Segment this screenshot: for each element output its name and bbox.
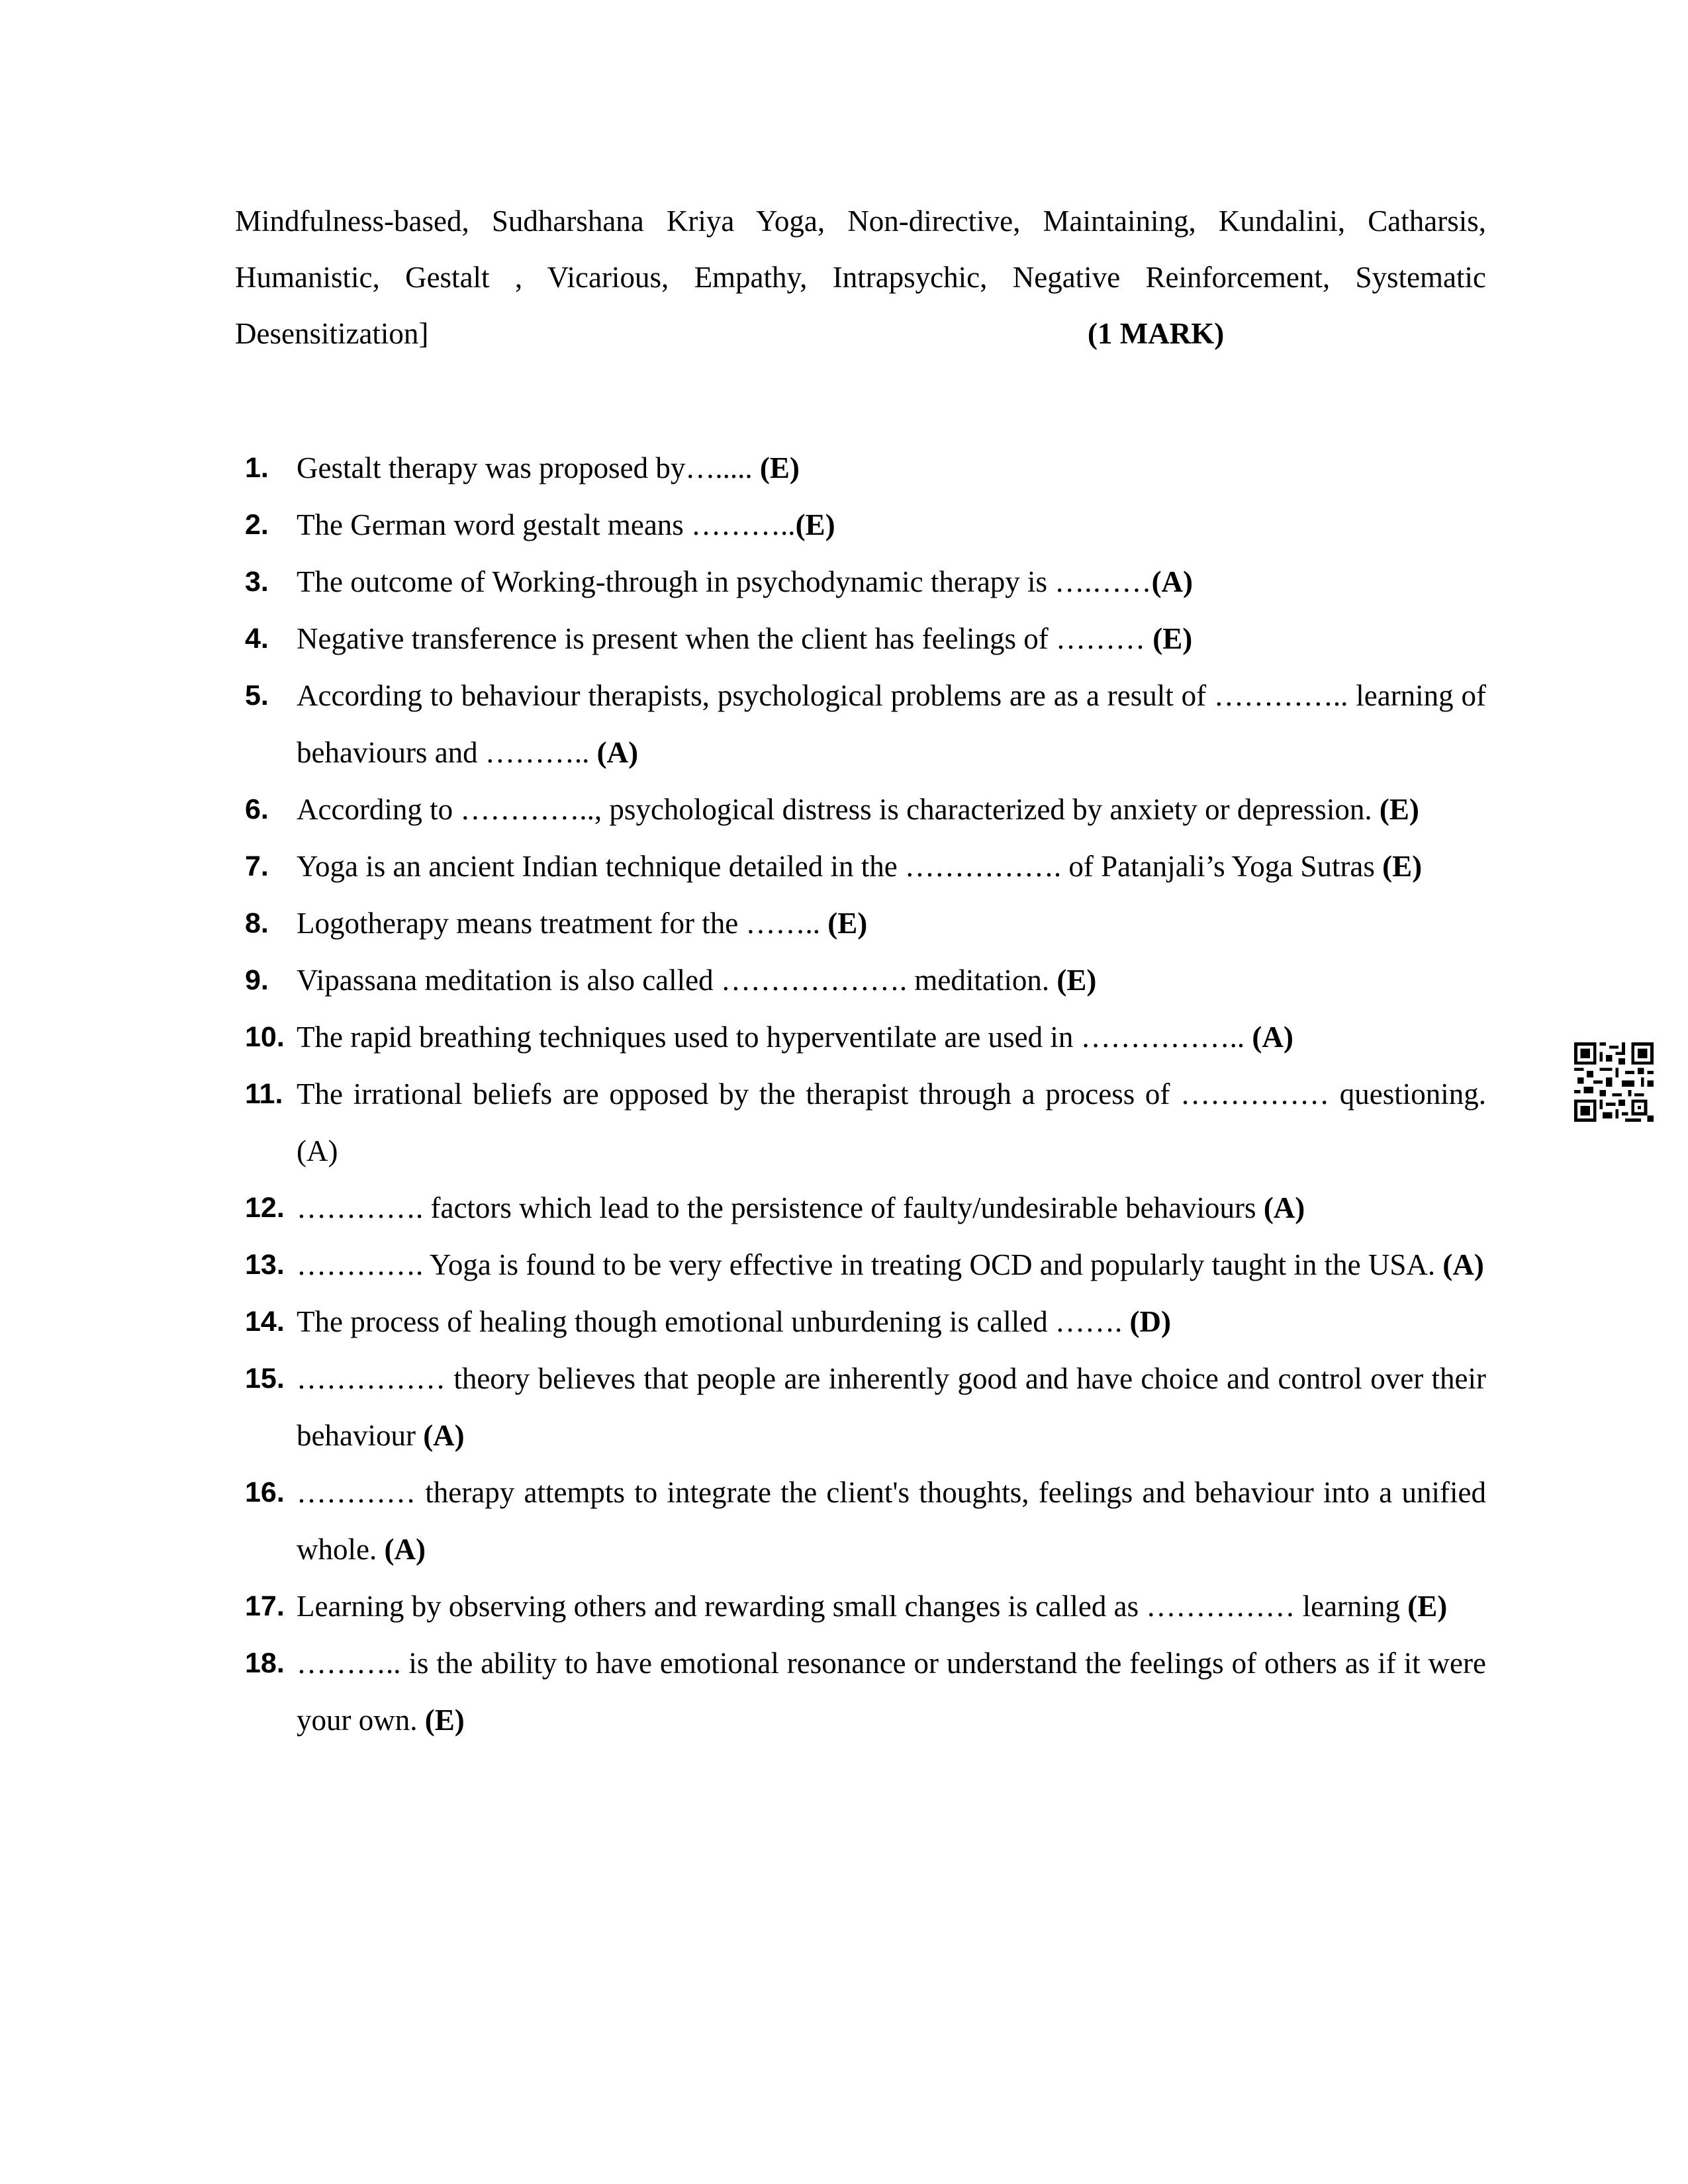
difficulty-tag: (E) [759,451,800,484]
difficulty-tag: (D) [1129,1305,1171,1338]
question-text: Vipassana meditation is also called ………………. meditation. (E) [297,964,1097,997]
question-text: …………. Yoga is found to be very effective in treating OCD and popularly taught in the USA. (A) [297,1248,1484,1281]
question-number: 8. [245,907,269,939]
question-number: 11. [245,1078,283,1110]
question-number: 4. [245,623,269,655]
question-text: …………… theory believes that people are inherently good and have choice and control over their behaviour (A) [297,1362,1486,1452]
question-text: The German word gestalt means ………..(E) [297,508,835,541]
question-item [0,1236,1688,1293]
question-number: 1. [245,452,269,484]
question-number: 10. [245,1021,285,1053]
question-item [0,1009,1688,1066]
question-text: …………. factors which lead to the persistence of faulty/undesirable behaviours (A) [297,1191,1305,1224]
question-number: 3. [245,566,269,598]
difficulty-tag: (A) [1263,1191,1305,1224]
question-text: The outcome of Working-through in psychodynamic therapy is ….……(A) [297,565,1194,598]
difficulty-tag: (E) [1382,850,1423,883]
question-list [0,439,1688,1749]
question-item [0,1578,1688,1635]
question-text: The irrational beliefs are opposed by the therapist through a process of …………… questioning.(A) [297,1077,1486,1167]
question-item [0,895,1688,952]
difficulty-tag: (E) [424,1704,465,1737]
difficulty-tag: (A) [1442,1248,1484,1281]
question-text: According to ………….., psychological distress is characterized by anxiety or depression. (E) [297,793,1419,826]
question-item [0,553,1688,610]
word-bank-text: Mindfulness-based, Sudharshana Kriya Yoga, Non-directive, Maintaining, Kundalini, Catharsis, Humanistic, Gestalt , Vicarious, Empathy, Intrapsychic, Negative Reinforcement, Systematic Desensitization] [235,205,1486,350]
question-text: ………… therapy attempts to integrate the client's thoughts, feelings and behaviour into a unified whole. (A) [297,1476,1486,1566]
question-item [0,952,1688,1009]
difficulty-tag: (A) [423,1419,465,1452]
question-item [0,1464,1688,1578]
question-text: The rapid breathing techniques used to hyperventilate are used in …………….. (A) [297,1021,1293,1054]
question-number: 2. [245,509,269,541]
word-bank [235,193,1486,362]
question-item [0,439,1688,496]
question-number: 16. [245,1477,285,1508]
question-item [0,496,1688,553]
question-text: ……….. is the ability to have emotional resonance or understand the feelings of others as if it were your own. (E) [297,1647,1486,1737]
difficulty-tag: (A) [1151,565,1194,598]
difficulty-tag: (A) [297,1134,338,1167]
difficulty-tag: (E) [1407,1590,1448,1623]
question-item [0,781,1688,838]
difficulty-tag: (E) [1152,622,1193,655]
question-number: 15. [245,1363,285,1394]
question-text: Negative transference is present when the client has feelings of ……… (E) [297,622,1193,655]
question-item [0,1635,1688,1749]
question-text: Yoga is an ancient Indian technique detailed in the ……………. of Patanjali’s Yoga Sutras (E) [297,850,1423,883]
difficulty-tag: (A) [596,736,639,769]
question-text: Learning by observing others and rewarding small changes is called as …………… learning (E) [297,1590,1448,1623]
question-number: 14. [245,1306,285,1338]
question-text: According to behaviour therapists, psychological problems are as a result of ………….. learning of behaviours and ……….. (A) [297,679,1486,769]
question-item [0,667,1688,781]
question-text: Gestalt therapy was proposed by…..... (E) [297,451,800,484]
question-number: 6. [245,794,269,825]
question-number: 5. [245,680,269,711]
question-item [0,610,1688,667]
marks-label: (1 MARK) [1088,317,1225,350]
difficulty-tag: (E) [1056,964,1097,997]
question-number: 12. [245,1192,285,1224]
difficulty-tag: (A) [384,1533,426,1566]
question-number: 13. [245,1249,285,1281]
question-number: 17. [245,1590,285,1622]
difficulty-tag: (E) [1379,793,1419,826]
difficulty-tag: (A) [1252,1021,1293,1054]
question-text: Logotherapy means treatment for the …….. (E) [297,907,868,940]
question-item [0,1179,1688,1236]
question-item [0,1293,1688,1350]
question-number: 7. [245,850,269,882]
question-text: The process of healing though emotional unburdening is called ……. (D) [297,1305,1171,1338]
question-number: 9. [245,964,269,996]
question-item [0,1350,1688,1464]
question-number: 18. [245,1647,285,1679]
question-item [0,838,1688,895]
difficulty-tag: (E) [827,907,868,940]
qr-code-image [1574,1042,1654,1122]
question-item [0,1066,1688,1179]
difficulty-tag: (E) [795,508,835,541]
